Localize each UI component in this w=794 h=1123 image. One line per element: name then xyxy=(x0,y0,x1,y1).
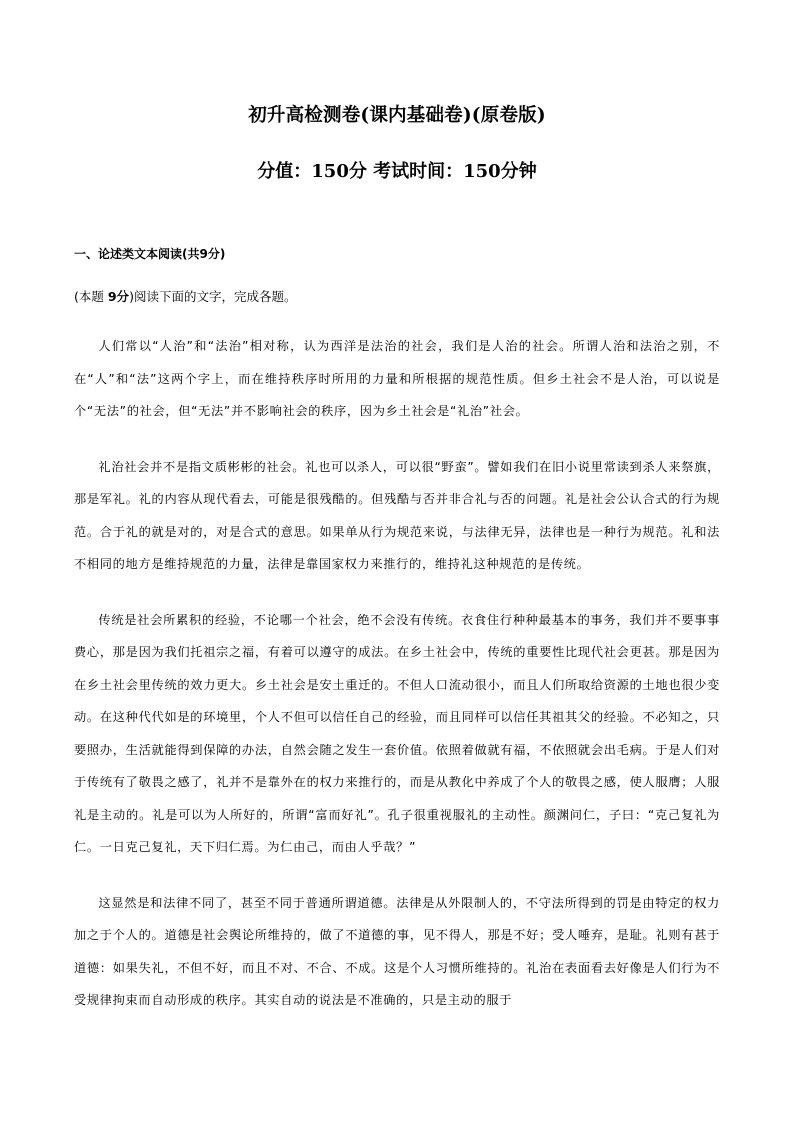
instruction-score: 9分 xyxy=(107,289,130,304)
passage-paragraph: 人们常以“人治”和“法治”相对称，认为西洋是法治的社会，我们是人治的社会。所谓人治和法治之别，不在“人”和“法”这两个字上，而在维持秩序时所用的力量和所根据的规范性质。但乡土社会不是人治，可以说是个“无法”的社会，但“无法”并不影响社会的秩序，因为乡土社会是“礼治”社会。 xyxy=(74,339,720,418)
section-one-heading: 一、论述类文本阅读(共9分) xyxy=(74,247,226,261)
instruction-prefix: (本题 xyxy=(74,289,108,304)
passage-paragraph: 传统是社会所累积的经验，不论哪一个社会，绝不会没有传统。衣食住行种种最基本的事务，我们并不要事事费心，那是因为我们托祖宗之福，有着可以遵守的成法。在乡土社会中，传统的重要性比现代社会更甚。那是因为在乡土社会里传统的效力更大。乡土社会是安土重迁的。不但人口流动很小，而且人们所取给资源的土地也很少变动。在这种代代如是的环境里，个人不但可以信任自己的经验，而且同样可以信任其祖其父的经验。不必知之，只要照办，生活就能得到保障的办法，自然会随之发生一套价值。依照着做就有福，不依照就会出毛病。于是人们对于传统有了敬畏之感了，礼并不是靠外在的权力来推行的，而是从教化中养成了个人的敬畏之感，使人服膺；人服礼是主动的。礼是可以为人所好的，所谓“富而好礼”。孔子很重视服礼的主动性。颜渊问仁，子曰：“克己复礼为仁。一日克己复礼，天下归仁焉。为仁由己，而由人乎哉？” xyxy=(74,612,720,854)
question-instruction xyxy=(74,287,296,307)
instruction-suffix: )阅读下面的文字，完成各题。 xyxy=(129,289,297,304)
reading-passage xyxy=(74,330,720,1040)
score-and-time: 分值：150分 考试时间：150分钟 xyxy=(257,161,537,182)
passage-paragraph: 礼治社会并不是指文质彬彬的社会。礼也可以杀人，可以很“野蛮”。譬如我们在旧小说里常读到杀人来祭旗，那是军礼。礼的内容从现代看去，可能是很残酷的。但残酷与否并非合礼与否的问题。礼是社会公认合式的行为规范。合于礼的就是对的，对是合式的意思。如果单从行为规范来说，与法律无异，法律也是一种行为规范。礼和法不相同的地方是维持规范的力量，法律是靠国家权力来推行的，维持礼这种规范的是传统。 xyxy=(74,459,720,571)
document-title: 初升高检测卷(课内基础卷)(原卷版) xyxy=(248,105,546,126)
passage-paragraph: 这显然是和法律不同了，甚至不同于普通所谓道德。法律是从外限制人的，不守法所得到的罚是由特定的权力加之于个人的。道德是社会舆论所维持的，做了不道德的事，见不得人，那是不好；受人唾弃，是耻。礼则有甚于道德：如果失礼，不但不好，而且不对、不合、不成。这是个人习惯所维持的。礼治在表面看去好像是人们行为不受规律拘束而自动形成的秩序。其实自动的说法是不准确的，只是主动的服于 xyxy=(74,895,720,1007)
